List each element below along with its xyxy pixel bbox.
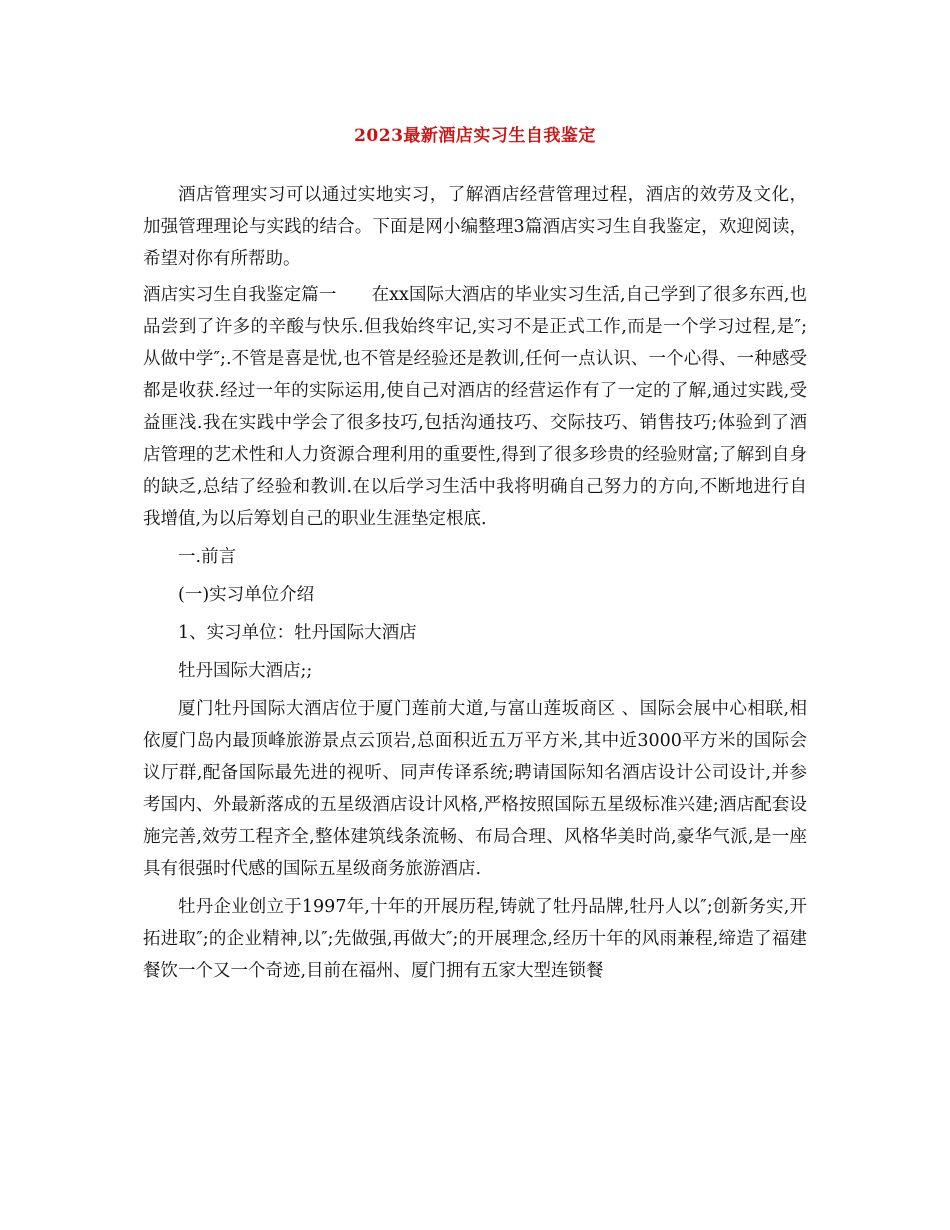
section-heading: 一.前言	[178, 547, 237, 567]
document-body	[143, 179, 807, 987]
intro-paragraph: 酒店管理实习可以通过实地实习，了解酒店经营管理过程，酒店的效劳及文化，加强管理理论与实践的结合。下面是网小编整理3篇酒店实习生自我鉴定，欢迎阅读，希望对你有所帮助。	[143, 185, 807, 269]
subsection-heading: (一)实习单位介绍	[178, 585, 315, 605]
hotel-name-line: 牡丹国际大酒店;;	[178, 661, 313, 681]
hotel-description-paragraph: 厦门牡丹国际大酒店位于厦门莲前大道,与富山莲坂商区 、国际会展中心相联,相依厦门岛内最顶峰旅游景点云顶岩,总面积近五万平方米,其中近3000平方米的国际会议厅群,配备国际最先进的视听、同声传译系统;聘请国际知名酒店设计公司设计,并参考国内、外最新落成的五星级酒店设计风格,严格按照国际五星级标准兴建;酒店配套设施完善,效劳工程齐全,整体建筑线条流畅、布局合理、风格华美时尚,豪华气派,是一座具有很强时代感的国际五星级商务旅游酒店.	[143, 699, 807, 879]
article-one-paragraph: 酒店实习生自我鉴定篇一 在xx国际大酒店的毕业实习生活,自己学到了很多东西,也品尝到了许多的辛酸与快乐.但我始终牢记,实习不是正式工作,而是一个学习过程,是″;从做中学″;.不管是喜是忧,也不管是经验还是教训,任何一点认识、一个心得、一种感受都是收获.经过一年的实际运用,使自己对酒店的经营运作有了一定的了解,通过实践,受益匪浅.我在实践中学会了很多技巧,包括沟通技巧、交际技巧、销售技巧;体验到了酒店管理的艺术性和人力资源合理利用的重要性,得到了很多珍贵的经验财富;了解到自身的缺乏,总结了经验和教训.在以后学习生活中我将明确自己努力的方向,不断地进行自我增值,为以后筹划自己的职业生涯垫定根底.	[143, 285, 807, 529]
unit-line: 1、实习单位：牡丹国际大酒店	[178, 623, 417, 643]
document-title: 2023最新酒店实习生自我鉴定	[354, 126, 596, 146]
enterprise-history-paragraph: 牡丹企业创立于1997年,十年的开展历程,铸就了牡丹品牌,牡丹人以″;创新务实,开拓进取″;的企业精神,以″;先做强,再做大″;的开展理念,经历十年的风雨兼程,缔造了福建餐饮一个又一个奇迹,目前在福州、厦门拥有五家大型连锁餐	[143, 897, 807, 981]
